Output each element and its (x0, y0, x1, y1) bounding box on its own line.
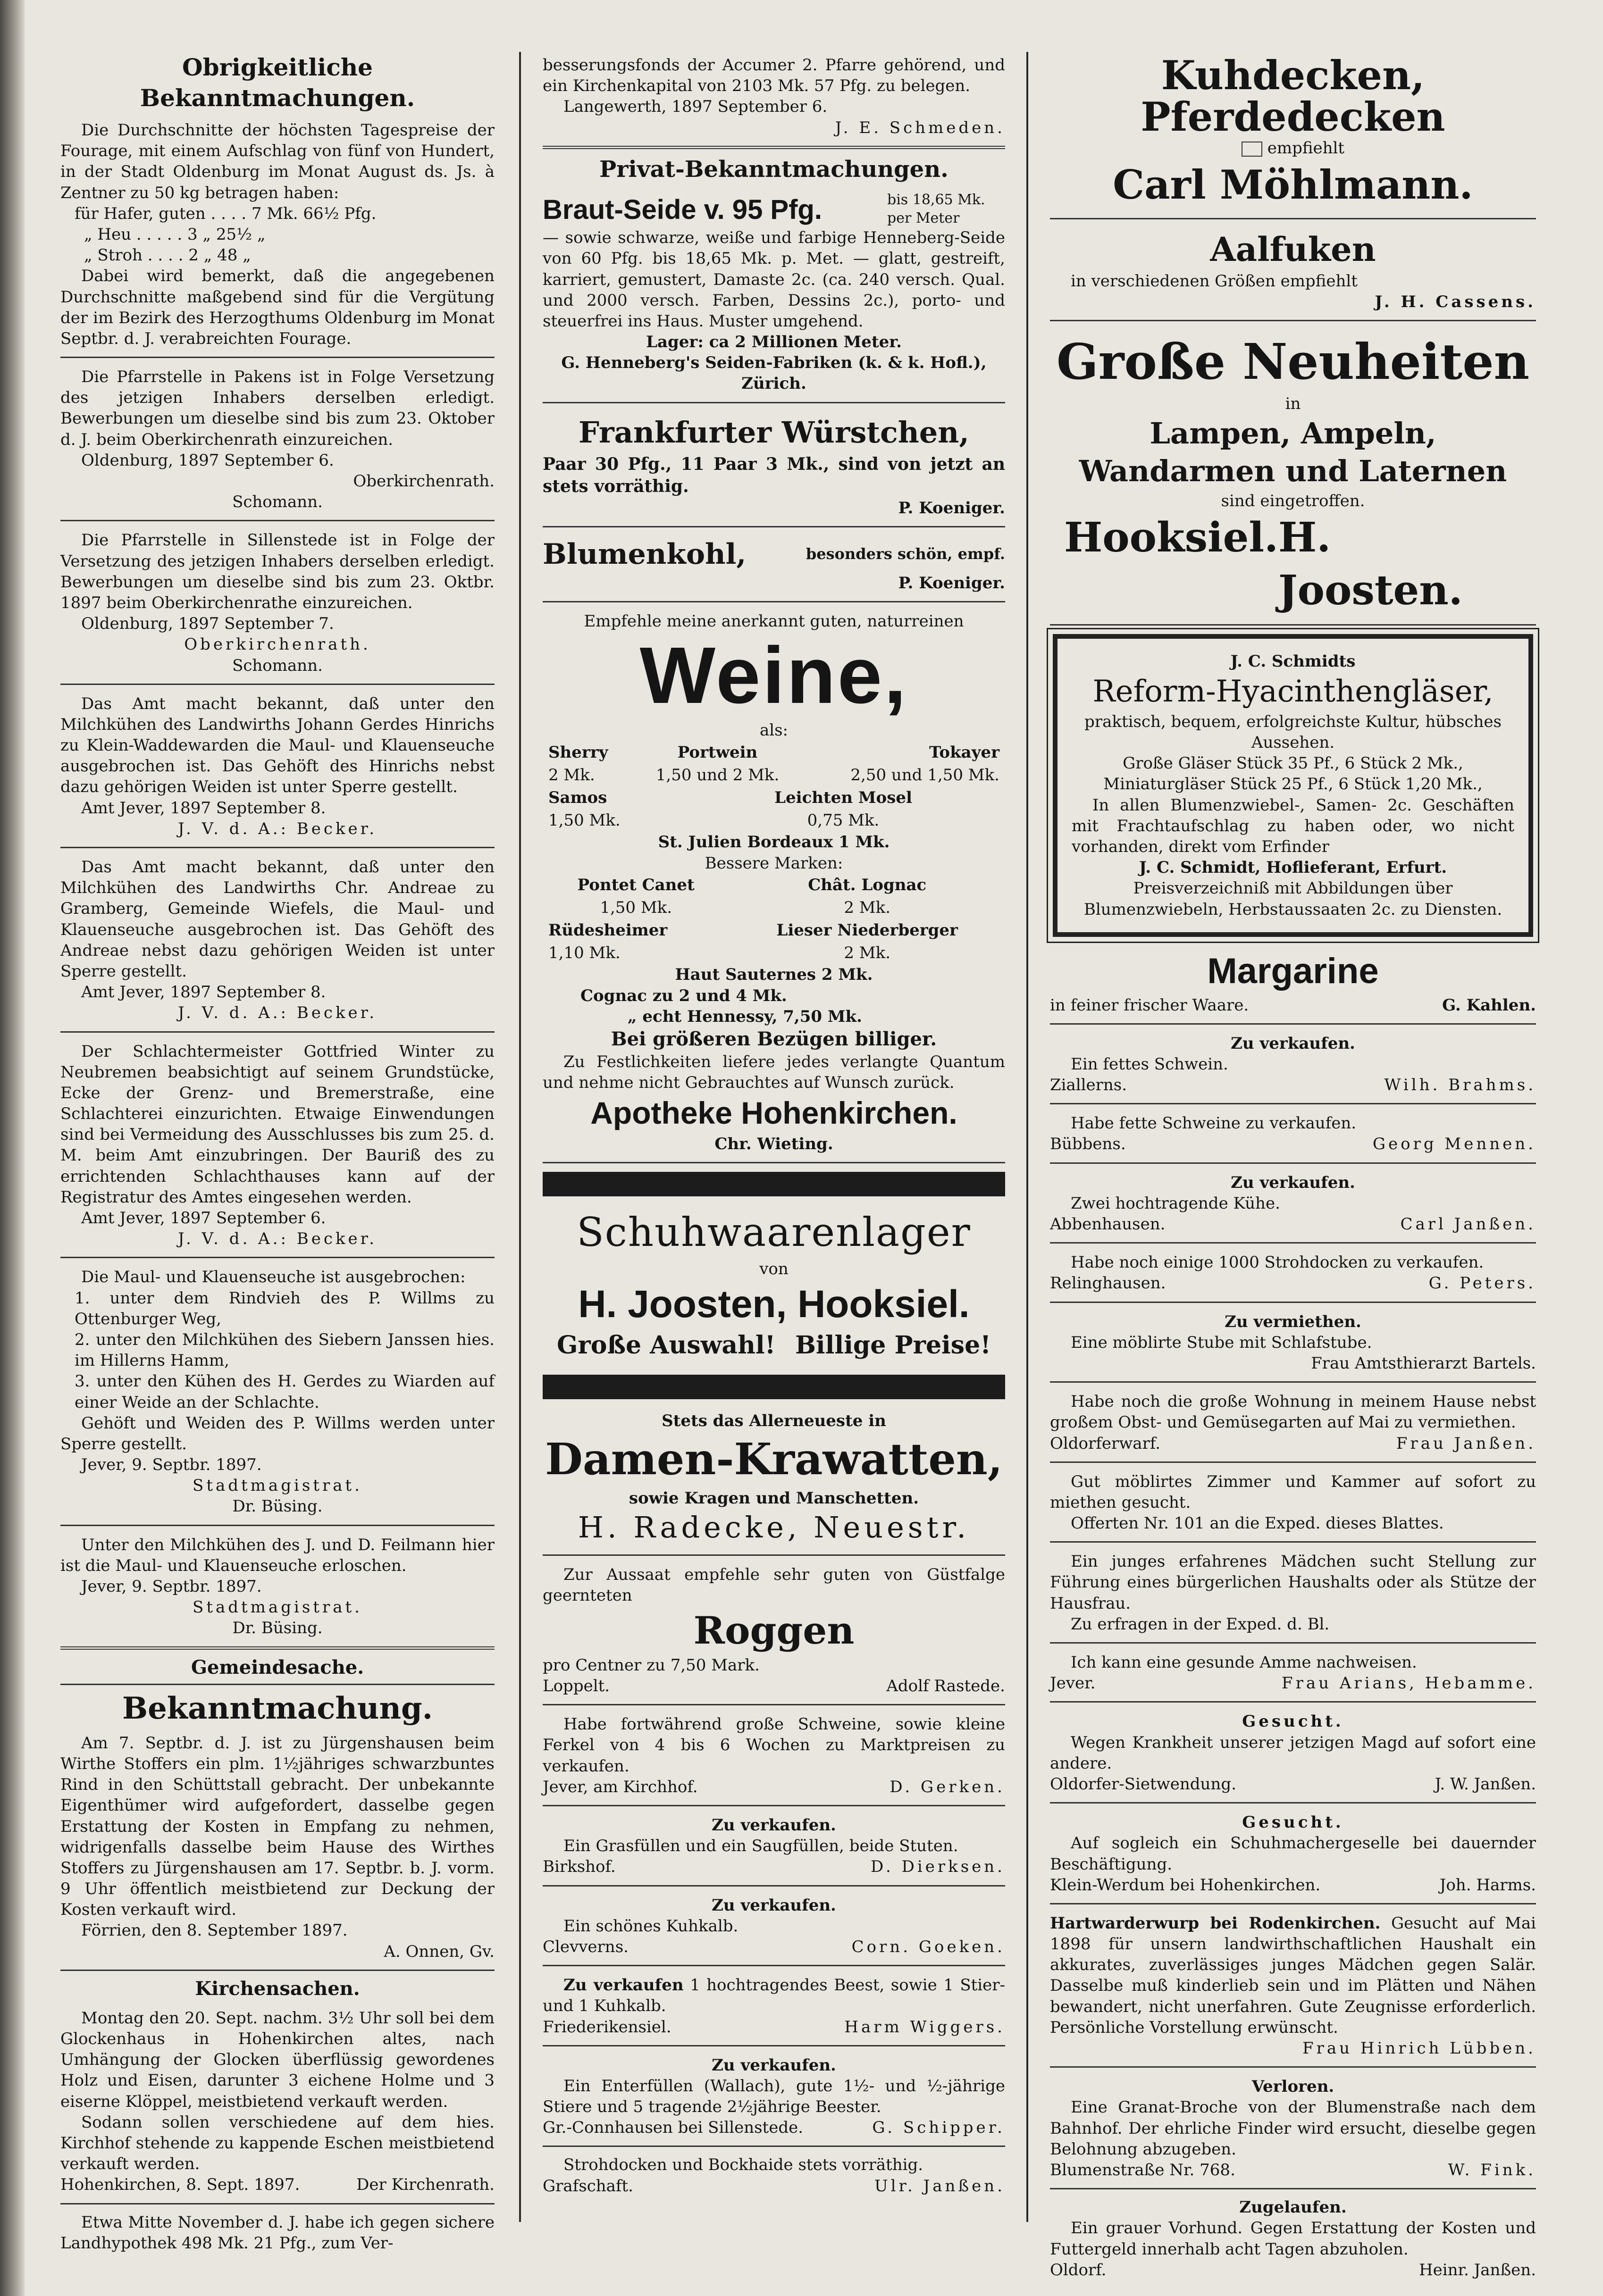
ad-signature: Frau Amtsthierarzt Bartels. (1311, 1353, 1536, 1373)
announcement-title: Bekanntmachung. (122, 1690, 433, 1726)
ad-products: Wandarmen und Laternen (1079, 454, 1507, 489)
ad-text: Gut möblirtes Zimmer und Kammer auf sofort zu miethen gesucht. (1050, 1472, 1536, 1512)
notice-continuation (543, 52, 1005, 149)
wine-bordeaux: St. Julien Bordeaux 1 Mk. (658, 833, 890, 852)
ad-discount: Bei größeren Bezügen billiger. (611, 1028, 937, 1051)
notice-bekanntmachung (60, 1730, 495, 1971)
ad-schwein (1050, 1030, 1536, 1105)
ad-offer: Zu erfragen in der Exped. d. Bl. (1071, 1614, 1330, 1634)
list-item: 3. unter den Kühen des H. Gerdes zu Wiarden auf einer Weide an der Schlachte. (75, 1372, 495, 1412)
ad-title: Roggen (693, 1608, 855, 1653)
wine-name: Samos (548, 788, 607, 807)
community-header: Gemeindesache. (60, 1655, 495, 1685)
ad-text: praktisch, bequem, erfolgreichste Kultur, hübsches Aussehen. (1084, 712, 1502, 752)
ad-text: Strohdocken und Bockhaide stets vorräthig. (563, 2155, 923, 2175)
wine-price: 2,50 und 1,50 Mk. (850, 765, 999, 785)
notice-text: Unter den Milchkühen des J. und D. Feilmann hier ist die Maul- und Klauenseuche erloschen. (60, 1535, 495, 1575)
private-notices-header: Privat-Bekanntmachungen. (599, 156, 948, 183)
ad-pharmacy-name: Apotheke Hohenkirchen. (590, 1095, 957, 1131)
ad-stock: Lager: ca 2 Millionen Meter. (646, 333, 902, 352)
notice-signature: Schomann. (232, 493, 323, 512)
ad-weine (543, 608, 1005, 1163)
notice-org: Stadtmagistrat. (193, 1476, 362, 1495)
wine-price: 2 Mk. (844, 898, 891, 917)
ad-title: Große Neuheiten (1056, 333, 1530, 391)
ad-place: Grafschaft. (543, 2176, 633, 2196)
ad-text: Auf sogleich ein Schuhmachergeselle bei dauernder Beschäftigung. (1050, 1834, 1536, 1874)
ad-place: Relinghausen. (1050, 1274, 1166, 1293)
ad-place: Birkshof. (543, 1857, 616, 1877)
ad-verkauf-stiere (543, 2052, 1005, 2147)
notice-andreae (60, 854, 495, 1033)
notice-hinrichs (60, 691, 495, 848)
ad-signature: H. Joosten. (1278, 513, 1463, 614)
ad-signature: G. Peters. (1428, 1274, 1536, 1293)
ad-amme (1050, 1649, 1536, 1703)
column-right (1050, 52, 1536, 2279)
notice-signature: Dr. Büsing. (232, 1497, 323, 1516)
ad-title: Pferdedecken (1141, 93, 1445, 141)
ad-place: Gr.-Connhausen bei Sillenstede. (543, 2118, 804, 2137)
wine-name: Lieser Niederberger (776, 921, 958, 940)
ad-text: Preisverzeichniß mit Abbildungen über Blumenzwiebeln, Herbstaussaaten 2c. zu Diensten. (1083, 879, 1502, 919)
ad-braut-seide (543, 188, 1005, 403)
ad-price: Große Gläser Stück 35 Pf., 6 Stück 2 Mk., (1123, 754, 1463, 773)
ad-roggen (543, 1561, 1005, 1706)
ad-gesucht-magd (1050, 1708, 1536, 1803)
ad-text: Paar 30 Pfg., 11 Paar 3 Mk., sind von jetzt an stets vorräthig. (543, 454, 1005, 497)
notice-place: Amt Jever, 1897 September 6. (81, 1209, 326, 1227)
ad-signature: G. Kahlen. (1442, 995, 1536, 1015)
ad-signature: Carl Janßen. (1400, 1215, 1536, 1234)
ad-slogan: Billige Preise! (795, 1331, 991, 1360)
ad-text: Ein junges erfahrenes Mädchen sucht Stellung zur Führung eines bürgerlichen Haushalts oder als Stütze der Hausfrau. (1050, 1552, 1536, 1613)
notice-place: Amt Jever, 1897 September 8. (81, 798, 326, 818)
notice-feilmann (60, 1532, 495, 1650)
notice-seuche (60, 1264, 495, 1526)
ad-header: Zu verkaufen. (712, 1895, 836, 1915)
ad-signature: Ulr. Janßen. (874, 2176, 1005, 2196)
ad-text: Ein fettes Schwein. (1071, 1054, 1228, 1074)
ad-decken (1050, 52, 1536, 219)
ad-text: besonders schön, empf. (806, 545, 1005, 563)
ad-text: Ein grauer Vorhund. Gegen Erstattung der Kosten und Futtergeld innerhalb acht Tagen abzuholen. (1050, 2219, 1536, 2259)
ad-text: 1 hochtragendes Beest, sowie 1 Stier- und 1 Kuhkalb. (543, 1976, 1006, 2016)
ad-title: Schuhwaarenlager (577, 1209, 971, 1256)
ad-place: Oldorf. (1050, 2260, 1107, 2279)
ad-text: Ich kann eine gesunde Amme nachweisen. (1071, 1653, 1417, 1672)
ad-header: Gesucht. (1242, 1712, 1344, 1731)
ad-firm: J. C. Schmidt, Hoflieferant, Erfurt. (1139, 858, 1447, 877)
wine-price: 1,10 Mk. (548, 943, 621, 963)
ad-signature: Frau Arians, Hebamme. (1282, 1674, 1536, 1693)
ad-place: Oldorferwarf. (1050, 1434, 1160, 1453)
column-rule-1 (519, 52, 521, 2222)
column-middle (543, 52, 1005, 2198)
ad-text: empfiehlt (1267, 139, 1345, 158)
ad-text: Eine Granat-Broche von der Blumenstraße nach dem Bahnhof. Der ehrliche Finder wird ersucht, dieselbe gegen Belohnung abzugeben. (1050, 2098, 1536, 2159)
ad-signature: P. Koeniger. (898, 498, 1005, 518)
ad-text: Habe fortwährend große Schweine, sowie kleine Ferkel von 4 bis 6 Wochen zu Marktpreisen zu verkaufen. (543, 1715, 1005, 1776)
notice-kirchen (60, 2005, 495, 2204)
ad-title: Reform-Hyacinthengläser, (1092, 674, 1494, 709)
ad-hyacinth-box (1053, 634, 1533, 936)
ad-signature: Wilh. Brahms. (1384, 1076, 1536, 1095)
ad-text: Gesucht auf Mai 1898 für unsern landwirthschaftlichen Haushalt ein akkurates, zuverlässiges junges Mädchen gegen Salär. Dasselbe muß kinderlieb sein und im Plätten und Nähen bewandert, nicht unerfahren. Gute Zeugnisse erforderlich. Persönliche Vorstellung erwünscht. (1050, 1913, 1536, 2037)
ad-verkauf-kuhkalb (543, 1892, 1005, 1967)
black-rule (543, 1375, 1005, 1399)
notice-text: Etwa Mitte November d. J. habe ich gegen sichere Landhypothek 498 Mk. 21 Pfg., zum Ver- (60, 2213, 495, 2253)
notice-signature: Schomann. (232, 656, 323, 675)
ad-title: Damen-Krawatten, (545, 1434, 1003, 1485)
notice-place: Förrien, den 8. September 1897. (81, 1921, 348, 1940)
ad-place: Blumenstraße Nr. 768. (1050, 2160, 1235, 2179)
notice-place: Amt Jever, 1897 September 8. (81, 983, 326, 1002)
ad-signature: Adolf Rastede. (886, 1677, 1005, 1696)
ad-place: Abbenhausen. (1050, 1215, 1166, 1234)
ad-krawatten (543, 1408, 1005, 1556)
ad-header: Zu verkaufen. (712, 1816, 836, 1835)
ad-title: Braut-Seide v. 95 Pfg. (543, 194, 822, 225)
ad-zugelaufen (1050, 2195, 1536, 2285)
wine-price: 1,50 und 2 Mk. (655, 765, 780, 785)
notice-place: Oldenburg, 1897 September 7. (81, 614, 334, 634)
ad-header: Gesucht. (1242, 1813, 1344, 1832)
ad-signature: J. H. Cassens. (1375, 292, 1536, 311)
ad-intro: Stets das Allerneueste in (662, 1411, 886, 1430)
price-heu: „ Heu . . . . . 3 „ 25½ „ (84, 225, 266, 244)
ad-place: Jever, am Kirchhof. (543, 1777, 698, 1796)
black-rule (543, 1172, 1005, 1196)
ad-signature: Joh. Harms. (1439, 1875, 1536, 1895)
ad-maedchen (1050, 1548, 1536, 1644)
notice-fourage (60, 117, 495, 358)
ad-signature: Corn. Goeken. (851, 1937, 1005, 1956)
ad-schweine (543, 1711, 1005, 1806)
wine-subheading: Bessere Marken: (705, 853, 843, 873)
ad-verkauf-fuellen (543, 1812, 1005, 1887)
ad-title: Aalfuken (1210, 229, 1376, 269)
ad-title: Kuhdecken, (1161, 52, 1425, 99)
ad-wuerstchen (543, 409, 1005, 527)
ad-verloren (1050, 2073, 1536, 2189)
ad-place: Jever. (1050, 1674, 1096, 1693)
ad-text: Zwei hochtragende Kühe. (1071, 1194, 1280, 1213)
ad-header: Zu verkaufen. (1231, 1173, 1355, 1192)
ad-title: Margarine (1207, 951, 1379, 991)
notice-signature: Dr. Büsing. (232, 1619, 323, 1638)
notice-hypothek (60, 2210, 495, 2258)
notice-text: Die Durchschnitte der höchsten Tagespreise der Fourage, mit einem Aufschlag von fünf von Hundert, in der Stadt Oldenburg im Monat August ds. Js. à Zentner zu 50 kg betragen haben: (60, 121, 495, 202)
ad-hartwarderwurp (1050, 1910, 1536, 2068)
ad-text: sind eingetroffen. (1221, 491, 1365, 510)
ad-text: Habe fette Schweine zu verkaufen. (1071, 1114, 1357, 1133)
wine-price: 1,50 Mk. (600, 898, 672, 917)
list-item: 1. unter dem Rindvieh des P. Willms zu Ottenburger Weg, (75, 1288, 495, 1328)
ad-products: Lampen, Ampeln, (1150, 416, 1436, 451)
ad-text: als: (759, 721, 789, 740)
ad-signature: W. Fink. (1448, 2160, 1536, 2179)
wine-name: Portwein (677, 743, 758, 762)
decken-emblem-icon (1242, 142, 1262, 157)
ad-header: Zu verkaufen. (712, 2055, 836, 2075)
notice-org: Oberkirchenrath. (353, 472, 495, 491)
ad-slogan: Große Auswahl! (557, 1331, 776, 1360)
ad-title: Frankfurter Würstchen, (579, 415, 969, 450)
notice-text: Das Amt macht bekannt, daß unter den Milchkühen des Landwirths Chr. Andreae zu Gramberg, Gemeinde Wiefels, die Maul- und Klauenseuche ausgebrochen ist. Das Gehöft des Andreae nebst dazu gehörigen Weiden ist unter Sperre gestellt. (60, 858, 495, 981)
notice-text: Gehöft und Weiden des P. Willms werden unter Sperre gestellt. (60, 1413, 495, 1453)
ad-vermiethen (1050, 1309, 1536, 1383)
notice-text: besserungsfonds der Accumer 2. Pfarre gehörend, und ein Kirchenkapital von 2103 Mk. 57 Pfg. zu belegen. (543, 56, 1005, 96)
ad-place: Clevverns. (543, 1937, 629, 1956)
wine-price: 1,50 Mk. (548, 811, 621, 830)
official-notices-header: Obrigkeitliche Bekanntmachungen. (140, 53, 415, 112)
ad-text: in verschiedenen Größen empfiehlt (1071, 271, 1358, 291)
price-hafer: für Hafer, guten . . . . 7 Mk. 66½ Pfg. (75, 204, 377, 223)
notice-text: Montag den 20. Sept. nachm. 3½ Uhr soll bei dem Glockenhaus in Hohenkirchen altes, nach Umhängung der Glocken überflüssig gewordenes Holz und Eisen, darunter 3 eichene Holme und 3 eiserne Klöppel, meistbietend verkauft werden. (60, 2008, 495, 2111)
ad-place: Oldorfer-Sietwendung. (1050, 1774, 1236, 1794)
notice-text: Dabei wird bemerkt, daß die angegebenen Durchschnitte maßgebend sind für die Vergütung der im Bezirk des Herzogthums Oldenburg im Monat Septbr. d. J. verabreichten Fourage. (60, 267, 495, 348)
ad-text: Eine möblirte Stube mit Schlafstube. (1071, 1333, 1372, 1352)
ad-text: Ein Grasfüllen und ein Saugfüllen, beide Stuten. (563, 1837, 958, 1856)
ad-shop-name: H. Joosten, Hooksiel. (578, 1282, 970, 1326)
notice-text: Die Maul- und Klauenseuche ist ausgebrochen: (81, 1268, 466, 1287)
wine-name: Tokayer (929, 743, 999, 762)
ad-place: Bübbens. (1050, 1135, 1126, 1154)
notice-org: Oberkirchenrath. (184, 635, 371, 654)
ad-text: — sowie schwarze, weiße und farbige Henneberg-Seide von 60 Pfg. bis 18,65 Mk. p. Met. — glatt, gestreift, karriert, gemustert, Damaste 2c. (ca. 240 versch. Qual. und 2000 versch. Farben, Dessins 2c.), porto- und steuerfrei ins Haus. Muster umgehend. (543, 228, 1005, 331)
wine-price-table (543, 786, 1005, 832)
notice-text: Sodann sollen verschiedene auf dem hies. Kirchhof stehende zu kappende Eschen meistbietend verkauft werden. (60, 2112, 495, 2174)
ad-strohdocken-peters (1050, 1249, 1536, 1302)
ad-text: Habe noch einige 1000 Strohdocken zu verkaufen. (1071, 1253, 1484, 1272)
ad-place: Hooksiel. (1064, 513, 1278, 561)
ad-strohdocken (543, 2153, 1005, 2201)
ad-aalfuken (1050, 225, 1536, 321)
wine-cognac: Cognac zu 2 und 4 Mk. (580, 986, 787, 1005)
ad-signature: Harm Wiggers. (844, 2017, 1005, 2037)
ad-signature: D. Gerken. (890, 1777, 1005, 1796)
ad-signature: J. W. Janßen. (1435, 1774, 1536, 1794)
ad-price-note: bis 18,65 Mk. per Meter (887, 192, 985, 227)
ad-header: Zu verkaufen. (1231, 1034, 1355, 1053)
ad-header: Zugelaufen. (1239, 2198, 1347, 2217)
notice-signature: A. Onnen, Gv. (384, 1942, 495, 1961)
ad-header: Hartwarderwurp bei Rodenkirchen. (1050, 1913, 1381, 1933)
notice-text: Am 7. Septbr. d. J. ist zu Jürgenshausen beim Wirthe Stoffers ein plm. 1½jähriges schwarzbuntes Rind in den Schüttstall gebracht. Der unbekannte Eigenthümer wird aufgefordert, dasselbe gegen Erstattung der Kosten in Empfang zu nehmen, widrigenfalls dasselbe beim Hause des Wirthes Stoffers zu Jürgenshausen am 17. Septbr. b. J. vorm. 9 Uhr öffentlich meistbietend zur Deckung der Kosten verkauft wird. (60, 1733, 495, 1920)
price-stroh: „ Stroh . . . . 2 „ 48 „ (84, 246, 251, 265)
notice-place: Oldenburg, 1897 September 6. (81, 451, 334, 470)
ad-firm: Carl Möhlmann. (1113, 161, 1473, 208)
wine-name: Sherry (548, 743, 608, 762)
wine-price: 2 Mk. (548, 765, 595, 785)
notice-signature: J. E. Schmeden. (835, 118, 1005, 137)
notice-signature: J. V. d. A.: Becker. (177, 1003, 378, 1023)
ad-blumenkohl (543, 533, 1005, 602)
ad-text: pro Centner zu 7,50 Mark. (543, 1655, 760, 1675)
wine-sauternes: Haut Sauternes 2 Mk. (675, 965, 873, 985)
ad-firm-top: J. C. Schmidts (1230, 652, 1356, 671)
ad-place: Loppelt. (543, 1677, 610, 1696)
wine-price-table (543, 874, 1005, 965)
ad-header: Zu verkaufen (563, 1976, 684, 1995)
ad-schuhwaaren (543, 1205, 1005, 1366)
ad-wohnung (1050, 1388, 1536, 1463)
ad-signature: D. Dierksen. (870, 1857, 1005, 1877)
notice-pakens (60, 364, 495, 521)
ad-margarine (1050, 945, 1536, 1025)
ad-signature: Frau Hinrich Lübben. (1302, 2039, 1536, 2058)
ad-title: Blumenkohl, (543, 538, 747, 571)
ad-neuheiten (1050, 327, 1536, 626)
notice-text: Der Schlachtermeister Gottfried Winter zu Neubremen beabsichtigt auf seinem Grundstücke, Ecke der Grenz- und Bremerstraße, eine Schlachterei einzurichten. Etwaige Einwendungen sind bei Vermeidung des Ausschlusses bis zum 25. d. M. beim Amt einzubringen. Der Bauriß des zu errichtenden Schlachthauses kann auf der Registratur des Amtes eingesehen werden. (60, 1042, 495, 1207)
wine-price: 2 Mk. (844, 943, 891, 963)
ad-text: in feiner frischer Waare. (1050, 995, 1249, 1015)
ad-firm: H. Radecke, Neuestr. (578, 1510, 970, 1545)
ad-fette-schweine (1050, 1110, 1536, 1163)
wine-hennessy: „ echt Hennessy, 7,50 Mk. (628, 1007, 862, 1026)
ad-text: von (759, 1259, 789, 1278)
ad-text: Wegen Krankheit unserer jetzigen Magd auf sofort eine andere. (1050, 1733, 1536, 1773)
ad-text: Habe noch die große Wohnung in meinem Hause nebst großem Obst- und Gemüsegarten auf Mai zu vermiethen. (1050, 1392, 1536, 1432)
ad-header: Zu vermiethen. (1225, 1312, 1361, 1331)
ad-text: In allen Blumenzwiebel-, Samen- 2c. Geschäften mit Frachtaufschlag zu haben oder, wo nicht vorhanden, direkt vom Erfinder (1072, 795, 1514, 856)
notice-org: Stadtmagistrat. (193, 1598, 362, 1617)
ad-place: Klein-Werdum bei Hohenkirchen. (1050, 1875, 1321, 1895)
ad-signature: Georg Mennen. (1372, 1135, 1536, 1154)
ad-intro: Zur Aussaat empfehle sehr guten von Güstfalge geernteten (543, 1565, 1005, 1605)
ad-intro: Empfehle meine anerkannt guten, naturreinen (584, 612, 964, 631)
notice-place: Langewerth, 1897 September 6. (563, 97, 828, 117)
page-binding-edge (0, 0, 25, 2296)
wine-name: Leichten Mosel (774, 788, 912, 807)
ad-place: Ziallerns. (1050, 1076, 1127, 1095)
list-item: 2. unter den Milchkühen des Siebern Janssen hies. im Hillerns Hamm, (75, 1330, 495, 1370)
ad-text: Zu Festlichkeiten liefere jedes verlangte Quantum und nehme nicht Gebrauchtes auf Wunsch zurück. (543, 1052, 1005, 1093)
ad-signature: G. Schipper. (872, 2118, 1005, 2137)
ad-text: Ein Enterfüllen (Wallach), gute 1½- und ½-jährige Stiere und 5 tragende 2½jährige Beester. (543, 2076, 1005, 2117)
ad-signature: Frau Janßen. (1396, 1434, 1536, 1453)
ad-offer: Offerten Nr. 101 an die Exped. dieses Blattes. (1071, 1514, 1444, 1533)
wine-name: Pontet Canet (577, 875, 695, 894)
notice-sillenstede (60, 527, 495, 685)
notice-text: Die Pfarrstelle in Sillenstede ist in Folge der Versetzung des jetzigen Inhabers derselben erledigt. Bewerbungen um dieselbe sind bis zum 23. Oktbr. 1897 beim Oberkirchenrathe einzureichen. (60, 531, 495, 612)
ad-price: Miniaturgläser Stück 25 Pf., 6 Stück 1,20 Mk., (1103, 775, 1483, 794)
ad-zimmer (1050, 1469, 1536, 1543)
ad-signature: P. Koeniger. (898, 574, 1005, 593)
ad-verkauf-beest (543, 1972, 1005, 2046)
ad-text: in (1285, 394, 1301, 414)
ad-signature: Chr. Wieting. (714, 1135, 833, 1154)
notice-winter (60, 1038, 495, 1259)
column-left (60, 52, 495, 2253)
ad-text: sowie Kragen und Manschetten. (629, 1488, 919, 1508)
notice-place: Jever, 9. Septbr. 1897. (81, 1577, 262, 1596)
wine-price: 0,75 Mk. (807, 811, 880, 830)
notice-signature: J. V. d. A.: Becker. (177, 1229, 378, 1249)
ad-gesucht-schuhmacher (1050, 1809, 1536, 1904)
ad-place: Friederikensiel. (543, 2017, 671, 2037)
notice-place: Jever, 9. Septbr. 1897. (81, 1455, 262, 1475)
wine-name: Chât. Lognac (808, 875, 927, 894)
notice-text: Das Amt macht bekannt, daß unter den Milchkühen des Landwirths Johann Gerdes Hinrichs zu Klein-Waddewarden die Maul- und Klauenseuche ausgebrochen ist. Das Gehöft des Hinrichs nebst dazu gehörigen Weiden ist unter Sperre gestellt. (60, 694, 495, 797)
notice-signature: J. V. d. A.: Becker. (177, 819, 378, 838)
church-header: Kirchensachen. (195, 1977, 360, 2000)
ad-header: Verloren. (1251, 2077, 1334, 2096)
notice-text: Die Pfarrstelle in Pakens ist in Folge Versetzung des jetzigen Inhabers derselben erledigt. Bewerbungen um dieselbe sind bis zum 23. Oktober d. J. beim Oberkirchenrath einzureichen. (60, 367, 495, 449)
wine-price-table (543, 741, 1005, 786)
column-rule-2 (1026, 52, 1028, 2222)
ad-title-weine: Weine, (639, 631, 908, 721)
ad-signature: Heinr. Janßen. (1418, 2260, 1536, 2279)
ad-kuehe (1050, 1169, 1536, 1244)
notice-place: Hohenkirchen, 8. Sept. 1897. (60, 2175, 300, 2195)
ad-firm: G. Henneberg's Seiden-Fabriken (k. & k. Hofl.), Zürich. (561, 353, 987, 393)
wine-name: Rüdesheimer (548, 921, 668, 940)
notice-org: Der Kirchenrath. (356, 2175, 495, 2195)
ad-text: Ein schönes Kuhkalb. (563, 1916, 739, 1936)
